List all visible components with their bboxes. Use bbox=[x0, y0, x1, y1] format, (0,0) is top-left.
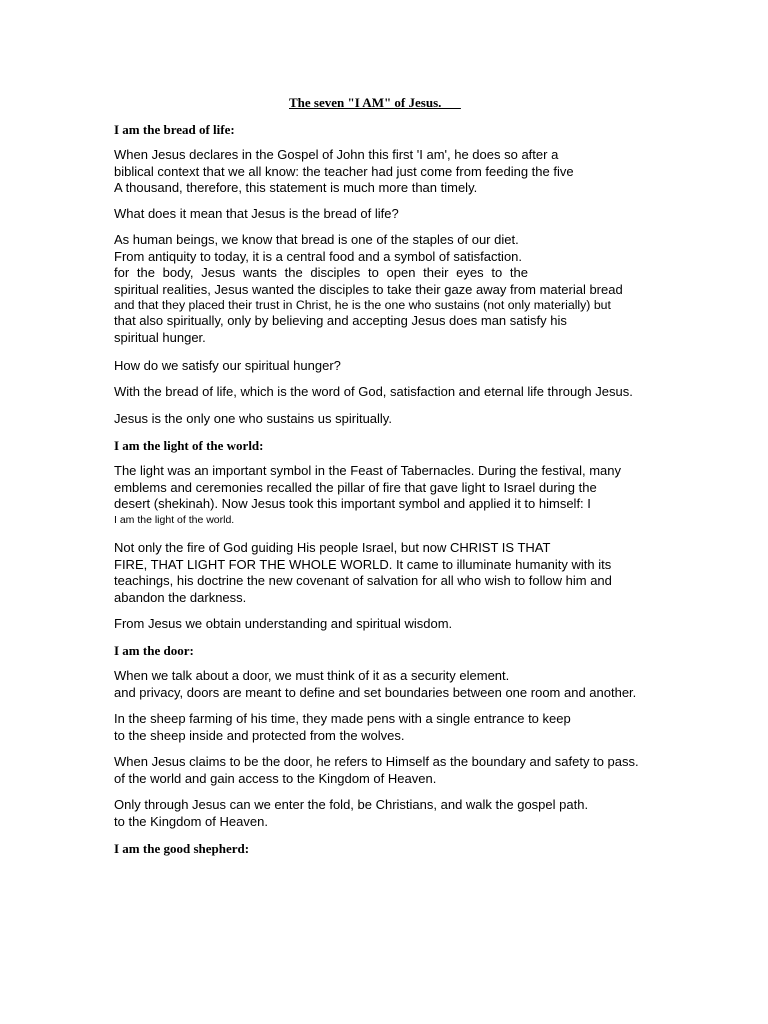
paragraph-bread-question bbox=[114, 206, 674, 223]
text-line: to the sheep inside and protected from the wolves. bbox=[114, 727, 405, 743]
text-line: FIRE, THAT LIGHT FOR THE WHOLE WORLD. It came to illuminate humanity with its bbox=[114, 556, 612, 572]
text-line: desert (shekinah). Now Jesus took this important symbol and applied it to himself: I bbox=[114, 496, 591, 511]
heading-light-of-the-world: I am the light of the world: bbox=[114, 438, 264, 453]
text-line: When Jesus claims to be the door, he refers to Himself as the boundary and safety to pass. bbox=[114, 754, 639, 769]
text-line: to the Kingdom of Heaven. bbox=[114, 813, 268, 829]
text-line: abandon the darkness. bbox=[114, 589, 247, 605]
text-line: of the world and gain access to the Kingdom of Heaven. bbox=[114, 770, 437, 786]
text-line: biblical context that we all know: the teacher had just come from feeding the five bbox=[114, 163, 574, 179]
heading-good-shepherd: I am the good shepherd: bbox=[114, 841, 250, 856]
paragraph-bread-answer bbox=[114, 384, 674, 401]
text-line: teachings, his doctrine the new covenant of salvation for all who wish to follow him and bbox=[114, 573, 612, 588]
text-line: When we talk about a door, we must think of it as a security element. bbox=[114, 668, 510, 683]
text-line: Only through Jesus can we enter the fold, be Christians, and walk the gospel path. bbox=[114, 797, 589, 812]
text-line: that also spiritually, only by believing and accepting Jesus does man satisfy his bbox=[114, 313, 567, 328]
text-line: emblems and ceremonies recalled the pillar of fire that gave light to Israel during the bbox=[114, 479, 597, 495]
paragraph-door-intro bbox=[114, 668, 674, 701]
text-line: spiritual realities, Jesus wanted the disciples to take their gaze away from material bread bbox=[114, 281, 623, 297]
text-line: With the bread of life, which is the word of God, satisfaction and eternal life through Jesus. bbox=[114, 384, 633, 399]
heading-the-door: I am the door: bbox=[114, 643, 194, 658]
heading-bread-of-life: I am the bread of life: bbox=[114, 122, 235, 137]
paragraph-door-jesus bbox=[114, 754, 674, 787]
text-line: A thousand, therefore, this statement is much more than timely. bbox=[114, 180, 478, 195]
paragraph-door-sheep bbox=[114, 711, 674, 744]
text-line: The light was an important symbol in the Feast of Tabernacles. During the festival, many bbox=[114, 463, 622, 478]
text-line: and privacy, doors are meant to define and set boundaries between one room and another. bbox=[114, 684, 637, 700]
text-line: I am the light of the world. bbox=[114, 513, 235, 526]
text-line: From Jesus we obtain understanding and spiritual wisdom. bbox=[114, 616, 453, 631]
paragraph-light-christ bbox=[114, 540, 674, 606]
text-line: How do we satisfy our spiritual hunger? bbox=[114, 358, 341, 373]
text-line: Jesus is the only one who sustains us spiritually. bbox=[114, 411, 392, 426]
paragraph-spiritual-hunger-question bbox=[114, 358, 674, 375]
text-line: In the sheep farming of his time, they made pens with a single entrance to keep bbox=[114, 711, 571, 726]
paragraph-bread-summary bbox=[114, 411, 674, 428]
paragraph-bread-explanation bbox=[114, 232, 674, 346]
paragraph-door-summary bbox=[114, 797, 674, 830]
paragraph-light-summary bbox=[114, 616, 674, 633]
text-line: Not only the fire of God guiding His people Israel, but now CHRIST IS THAT bbox=[114, 540, 551, 555]
text-line: When Jesus declares in the Gospel of John this first 'I am', he does so after a bbox=[114, 147, 559, 162]
paragraph-bread-intro bbox=[114, 147, 674, 197]
text-line: spiritual hunger. bbox=[114, 329, 206, 345]
text-line: for the body, Jesus wants the disciples to open their eyes to the bbox=[114, 265, 528, 280]
text-line: What does it mean that Jesus is the bread of life? bbox=[114, 206, 399, 221]
text-line: From antiquity to today, it is a central food and a symbol of satisfaction. bbox=[114, 248, 523, 264]
paragraph-light-intro bbox=[114, 463, 674, 528]
text-line: As human beings, we know that bread is one of the staples of our diet. bbox=[114, 232, 519, 247]
document-title: The seven "I AM" of Jesus. bbox=[289, 95, 461, 110]
text-line: and that they placed their trust in Christ, he is the one who sustains (not only materially) but bbox=[114, 298, 611, 312]
